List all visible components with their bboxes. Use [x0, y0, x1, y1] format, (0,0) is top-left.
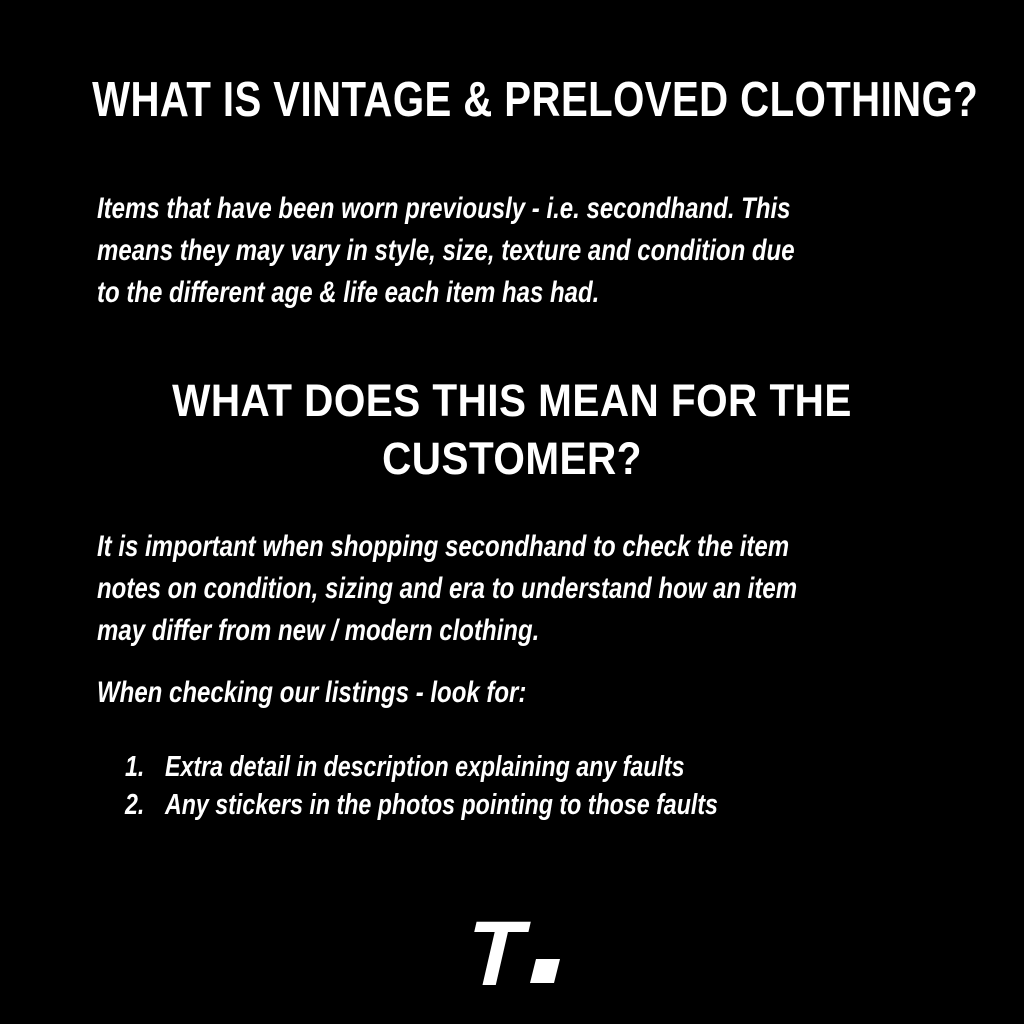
- page-title: WHAT IS VINTAGE & PRELOVED CLOTHING?: [92, 73, 979, 127]
- checklist-item: [125, 786, 718, 824]
- checklist: [125, 748, 718, 824]
- intro-paragraph: [97, 188, 795, 314]
- customer-heading-line-2: CUSTOMER?: [382, 433, 642, 484]
- intro-line-1: Items that have been worn previously - i.e. secondhand. This: [97, 192, 791, 225]
- logo-dot: [530, 959, 560, 983]
- intro-line-2: means they may vary in style, size, texture and condition due: [97, 234, 795, 267]
- customer-heading-line-1: WHAT DOES THIS MEAN FOR THE: [172, 375, 852, 426]
- customer-heading: [51, 372, 973, 488]
- checklist-item: [125, 748, 718, 786]
- logo-letter: T: [465, 903, 525, 1005]
- brand-logo: [0, 903, 1024, 1005]
- listings-intro: When checking our listings - look for:: [97, 676, 527, 709]
- intro-line-3: to the different age & life each item has had.: [97, 276, 600, 309]
- checklist-item-number: 1.: [125, 751, 145, 783]
- checklist-item-text: Extra detail in description explaining any faults: [165, 751, 685, 783]
- checklist-item-text: Any stickers in the photos pointing to those faults: [165, 789, 718, 821]
- checklist-item-number: 2.: [125, 789, 145, 821]
- customer-paragraph-line-1: It is important when shopping secondhand to check the item: [97, 530, 790, 563]
- customer-paragraph-line-2: notes on condition, sizing and era to understand how an item: [97, 572, 798, 605]
- customer-paragraph: [97, 526, 797, 652]
- customer-paragraph-line-3: may differ from new / modern clothing.: [97, 614, 540, 647]
